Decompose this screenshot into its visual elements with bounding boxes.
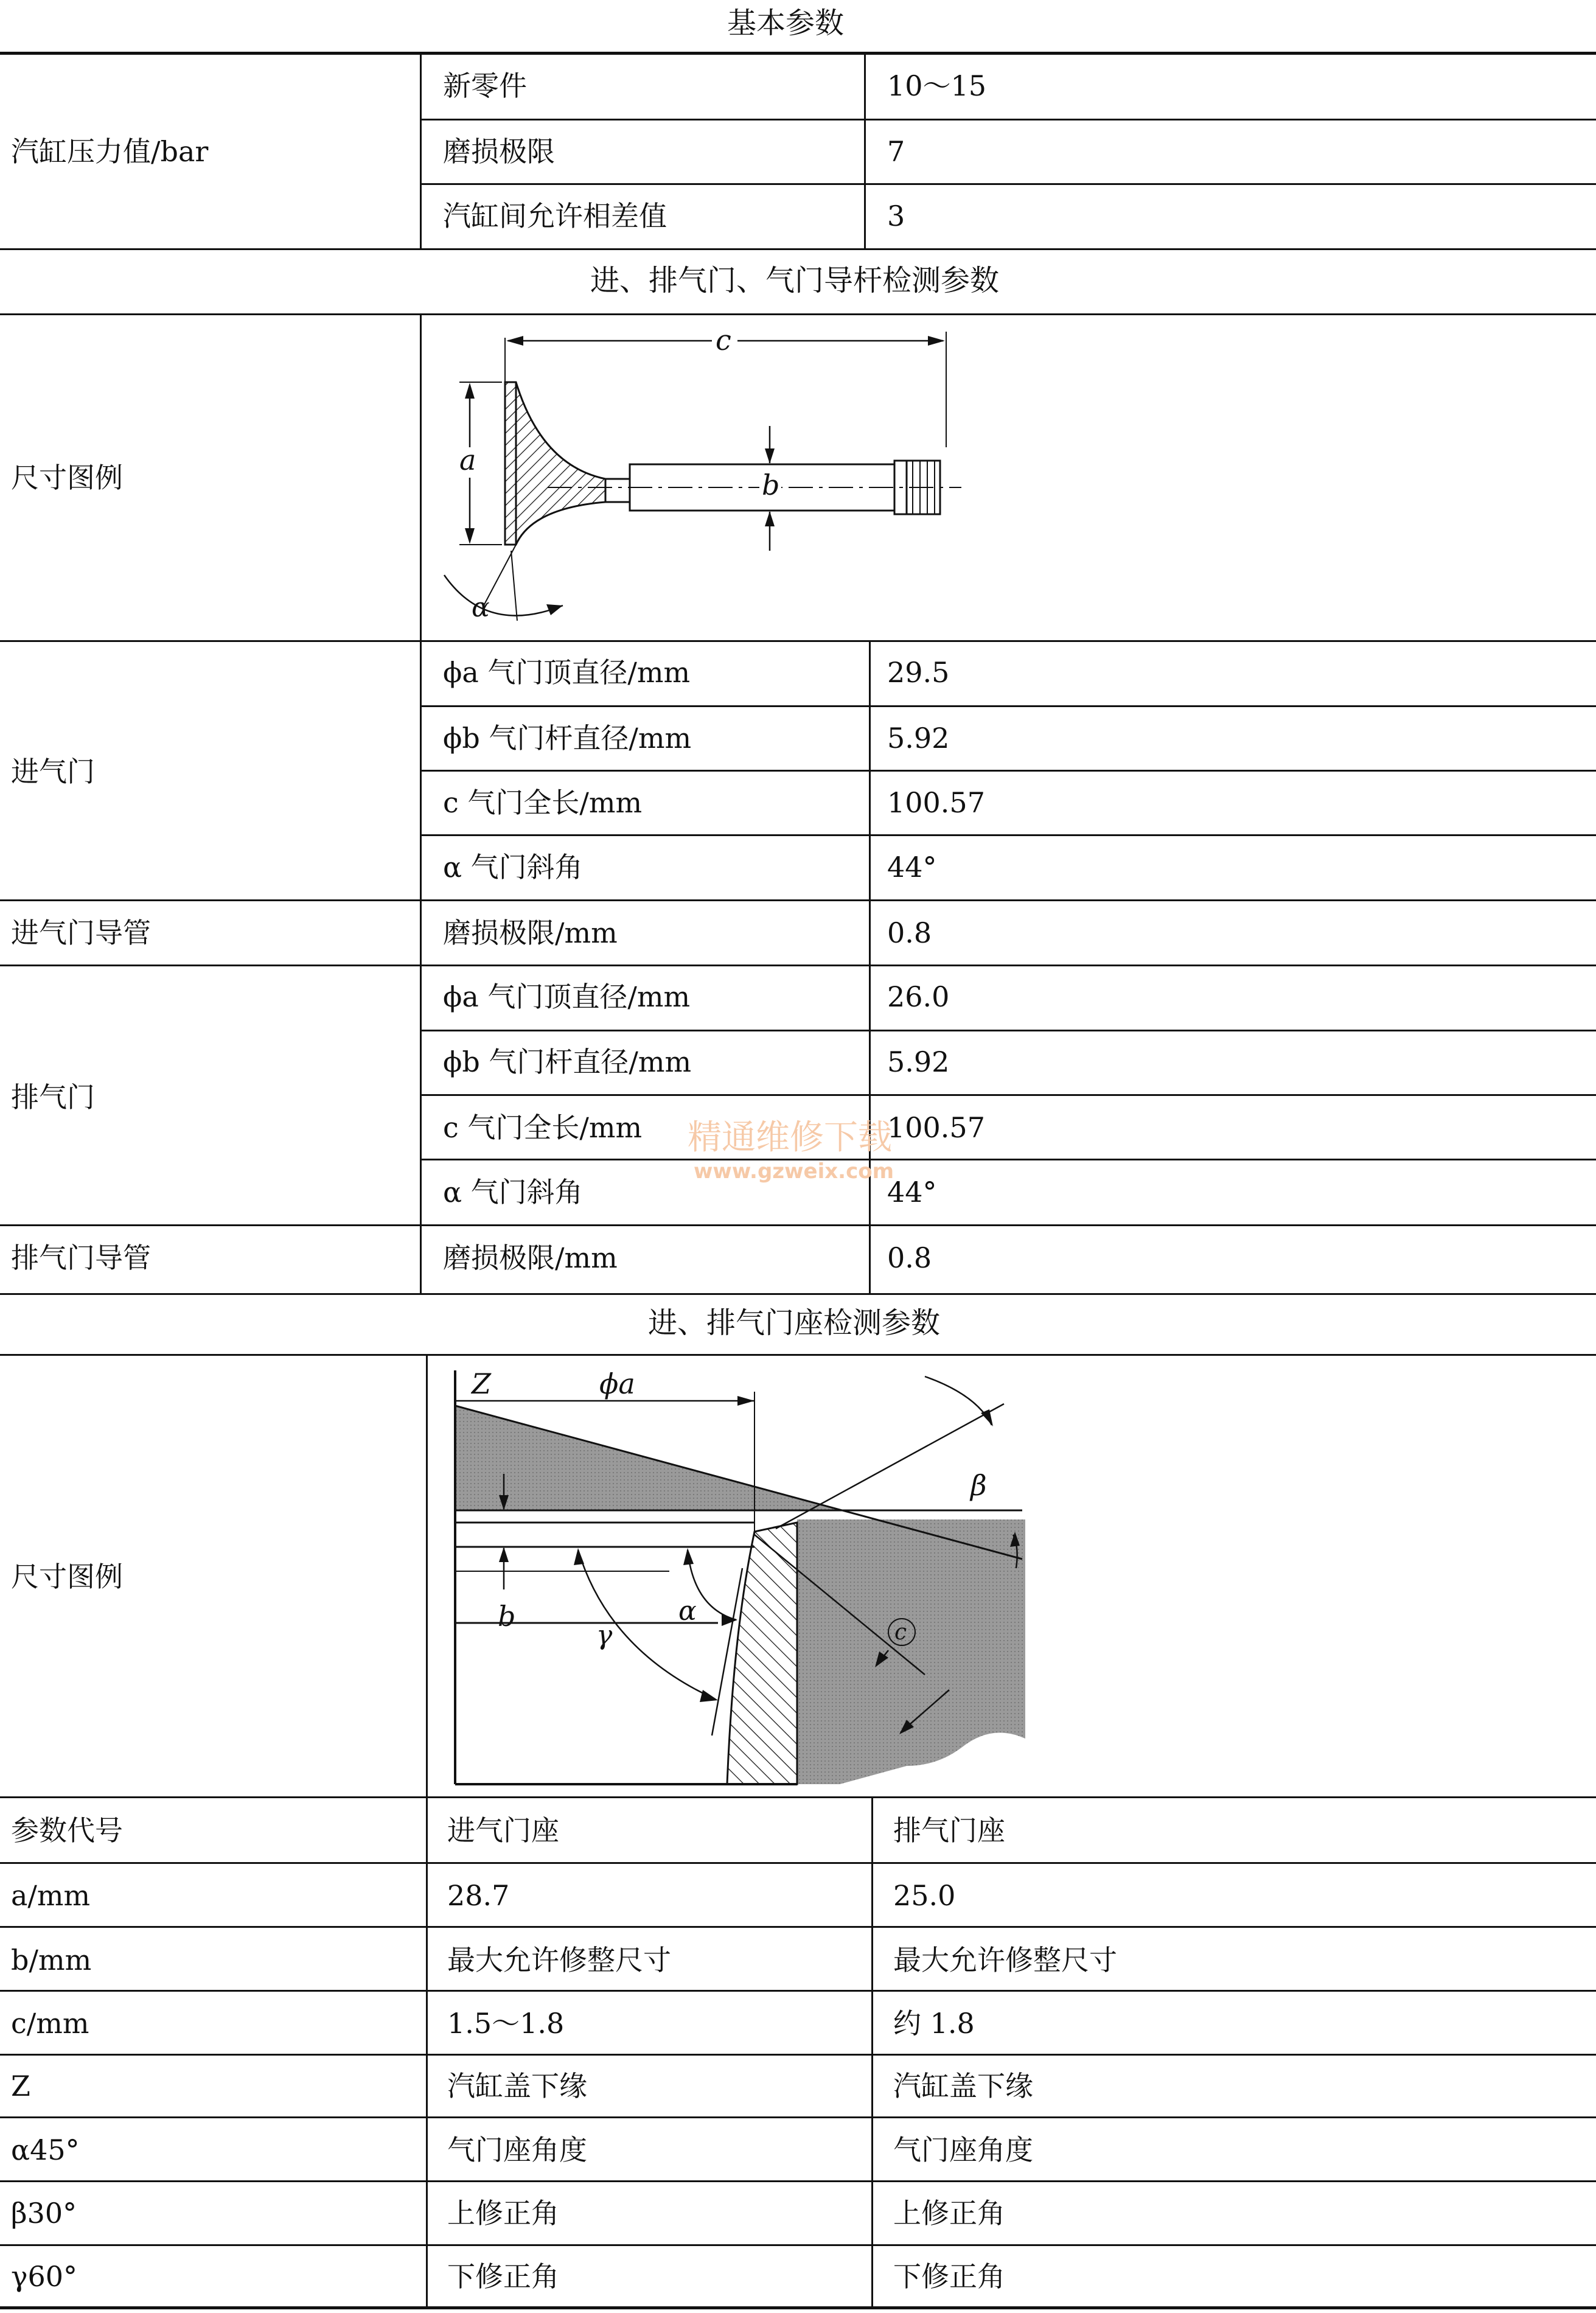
basic-row-label: 汽缸间允许相差值 xyxy=(443,200,667,232)
row-divider xyxy=(420,183,1596,185)
row-divider xyxy=(0,1862,1596,1864)
row-divider xyxy=(420,1094,1596,1096)
seat-row-code: α45° xyxy=(11,2133,80,2166)
column-divider xyxy=(426,1354,428,2308)
seat-row-intake: 上修正角 xyxy=(447,2197,559,2230)
intake-guide-param: 磨损极限/mm xyxy=(443,916,618,949)
intake-row-label: c 气门全长/mm xyxy=(443,786,643,819)
row-divider xyxy=(420,1030,1596,1031)
row-divider xyxy=(420,834,1596,836)
seat-row-code: γ60° xyxy=(11,2260,78,2293)
section-divider xyxy=(0,313,1596,315)
section-divider xyxy=(0,1293,1596,1295)
row-divider xyxy=(0,1926,1596,1928)
intake-guide-label: 进气门导管 xyxy=(11,916,151,949)
exhaust-guide-param: 磨损极限/mm xyxy=(443,1241,618,1274)
seat-row-exhaust: 25.0 xyxy=(893,1879,956,1912)
basic-row-value: 10～15 xyxy=(887,69,987,102)
column-divider xyxy=(869,640,871,1293)
section-divider xyxy=(0,248,1596,250)
section-title-valve: 进、排气门、气门导杆检测参数 xyxy=(590,263,1000,298)
seat-header-code: 参数代号 xyxy=(11,1814,123,1847)
exhaust-row-label: α 气门斜角 xyxy=(443,1176,583,1209)
seat-row-code: b/mm xyxy=(11,1944,92,1976)
basic-group-label: 汽缸压力值/bar xyxy=(11,135,209,168)
basic-row-value: 3 xyxy=(887,200,905,232)
valve-letter-alpha: α xyxy=(472,592,490,623)
intake-row-label: ϕa 气门顶直径/mm xyxy=(443,656,691,689)
watermark-cn: 精通维修下载 xyxy=(688,1118,892,1157)
table-bottom-border xyxy=(0,2306,1596,2309)
basic-row-label: 新零件 xyxy=(443,69,527,102)
seat-letter-phi-a: ϕa xyxy=(599,1367,635,1400)
seat-row-code: c/mm xyxy=(11,2007,89,2040)
exhaust-row-value: 26.0 xyxy=(887,980,950,1013)
intake-row-value: 100.57 xyxy=(887,786,985,819)
intake-valve-label: 进气门 xyxy=(11,755,95,788)
row-divider xyxy=(0,2116,1596,2118)
seat-row-intake: 气门座角度 xyxy=(447,2133,587,2166)
row-divider xyxy=(420,705,1596,707)
row-divider xyxy=(0,1796,1596,1798)
valve-dimension-diagram xyxy=(426,319,974,636)
exhaust-row-value: 100.57 xyxy=(887,1111,985,1144)
exhaust-guide-value: 0.8 xyxy=(887,1241,932,1274)
intake-row-value: 29.5 xyxy=(887,656,950,689)
row-divider xyxy=(0,899,1596,901)
seat-row-intake: 下修正角 xyxy=(447,2260,559,2293)
row-divider xyxy=(0,1224,1596,1226)
row-divider xyxy=(420,770,1596,772)
column-divider xyxy=(871,1796,873,2308)
intake-row-label: α 气门斜角 xyxy=(443,851,583,884)
basic-row-value: 7 xyxy=(887,135,905,168)
valve-letter-b: b xyxy=(762,469,780,501)
seat-header-exhaust: 排气门座 xyxy=(893,1814,1005,1847)
seat-row-exhaust: 最大允许修整尺寸 xyxy=(893,1944,1117,1976)
seat-row-exhaust: 上修正角 xyxy=(893,2197,1005,2230)
valve-letter-c: c xyxy=(716,324,731,357)
exhaust-row-label: ϕb 气门杆直径/mm xyxy=(443,1045,692,1078)
exhaust-guide-label: 排气门导管 xyxy=(11,1241,151,1274)
seat-row-intake: 1.5～1.8 xyxy=(447,2007,565,2040)
intake-row-value: 5.92 xyxy=(887,722,950,755)
column-divider xyxy=(864,52,866,249)
seat-row-exhaust: 气门座角度 xyxy=(893,2133,1033,2166)
seat-row-code: β30° xyxy=(11,2197,77,2230)
seat-row-intake: 28.7 xyxy=(447,1879,510,1912)
row-divider xyxy=(0,640,1596,642)
section-divider xyxy=(0,1354,1596,1356)
seat-row-code: a/mm xyxy=(11,1879,91,1912)
seat-diagram-label: 尺寸图例 xyxy=(11,1560,123,1593)
column-divider xyxy=(420,313,422,1293)
row-divider xyxy=(0,2180,1596,2182)
seat-letter-Z: Z xyxy=(472,1367,491,1400)
section-title-seat: 进、排气门座检测参数 xyxy=(648,1306,941,1340)
row-divider xyxy=(420,1159,1596,1160)
seat-letter-c: c xyxy=(894,1620,907,1645)
column-divider xyxy=(420,52,422,249)
seat-row-exhaust: 下修正角 xyxy=(893,2260,1005,2293)
seat-header-intake: 进气门座 xyxy=(447,1814,559,1847)
watermark-en: www.gzweix.com xyxy=(694,1159,894,1184)
table-top-border xyxy=(0,52,1596,55)
basic-row-label: 磨损极限 xyxy=(443,135,555,168)
seat-row-code: Z xyxy=(11,2070,30,2102)
intake-guide-value: 0.8 xyxy=(887,916,932,949)
exhaust-row-label: ϕa 气门顶直径/mm xyxy=(443,980,691,1013)
row-divider xyxy=(420,119,1596,120)
section-title-basic: 基本参数 xyxy=(727,6,845,40)
seat-row-intake: 最大允许修整尺寸 xyxy=(447,1944,671,1976)
valve-seat-dimension-diagram xyxy=(426,1358,1034,1793)
seat-letter-alpha: α xyxy=(678,1596,697,1627)
row-divider xyxy=(0,1990,1596,1992)
exhaust-row-value: 5.92 xyxy=(887,1045,950,1078)
exhaust-row-value: 44° xyxy=(887,1176,937,1209)
seat-row-exhaust: 汽缸盖下缘 xyxy=(893,2070,1033,2102)
seat-row-intake: 汽缸盖下缘 xyxy=(447,2070,587,2102)
seat-letter-b: b xyxy=(498,1600,516,1633)
seat-letter-gamma: γ xyxy=(596,1620,613,1651)
intake-row-value: 44° xyxy=(887,851,937,884)
seat-letter-beta: β xyxy=(970,1469,987,1502)
row-divider xyxy=(0,2244,1596,2246)
exhaust-valve-label: 排气门 xyxy=(11,1081,95,1114)
intake-row-label: ϕb 气门杆直径/mm xyxy=(443,722,692,755)
valve-diagram-label: 尺寸图例 xyxy=(11,461,123,494)
row-divider xyxy=(0,965,1596,966)
seat-row-exhaust: 约 1.8 xyxy=(893,2007,975,2040)
valve-letter-a: a xyxy=(459,444,476,476)
row-divider xyxy=(0,2054,1596,2056)
exhaust-row-label: c 气门全长/mm xyxy=(443,1111,643,1144)
